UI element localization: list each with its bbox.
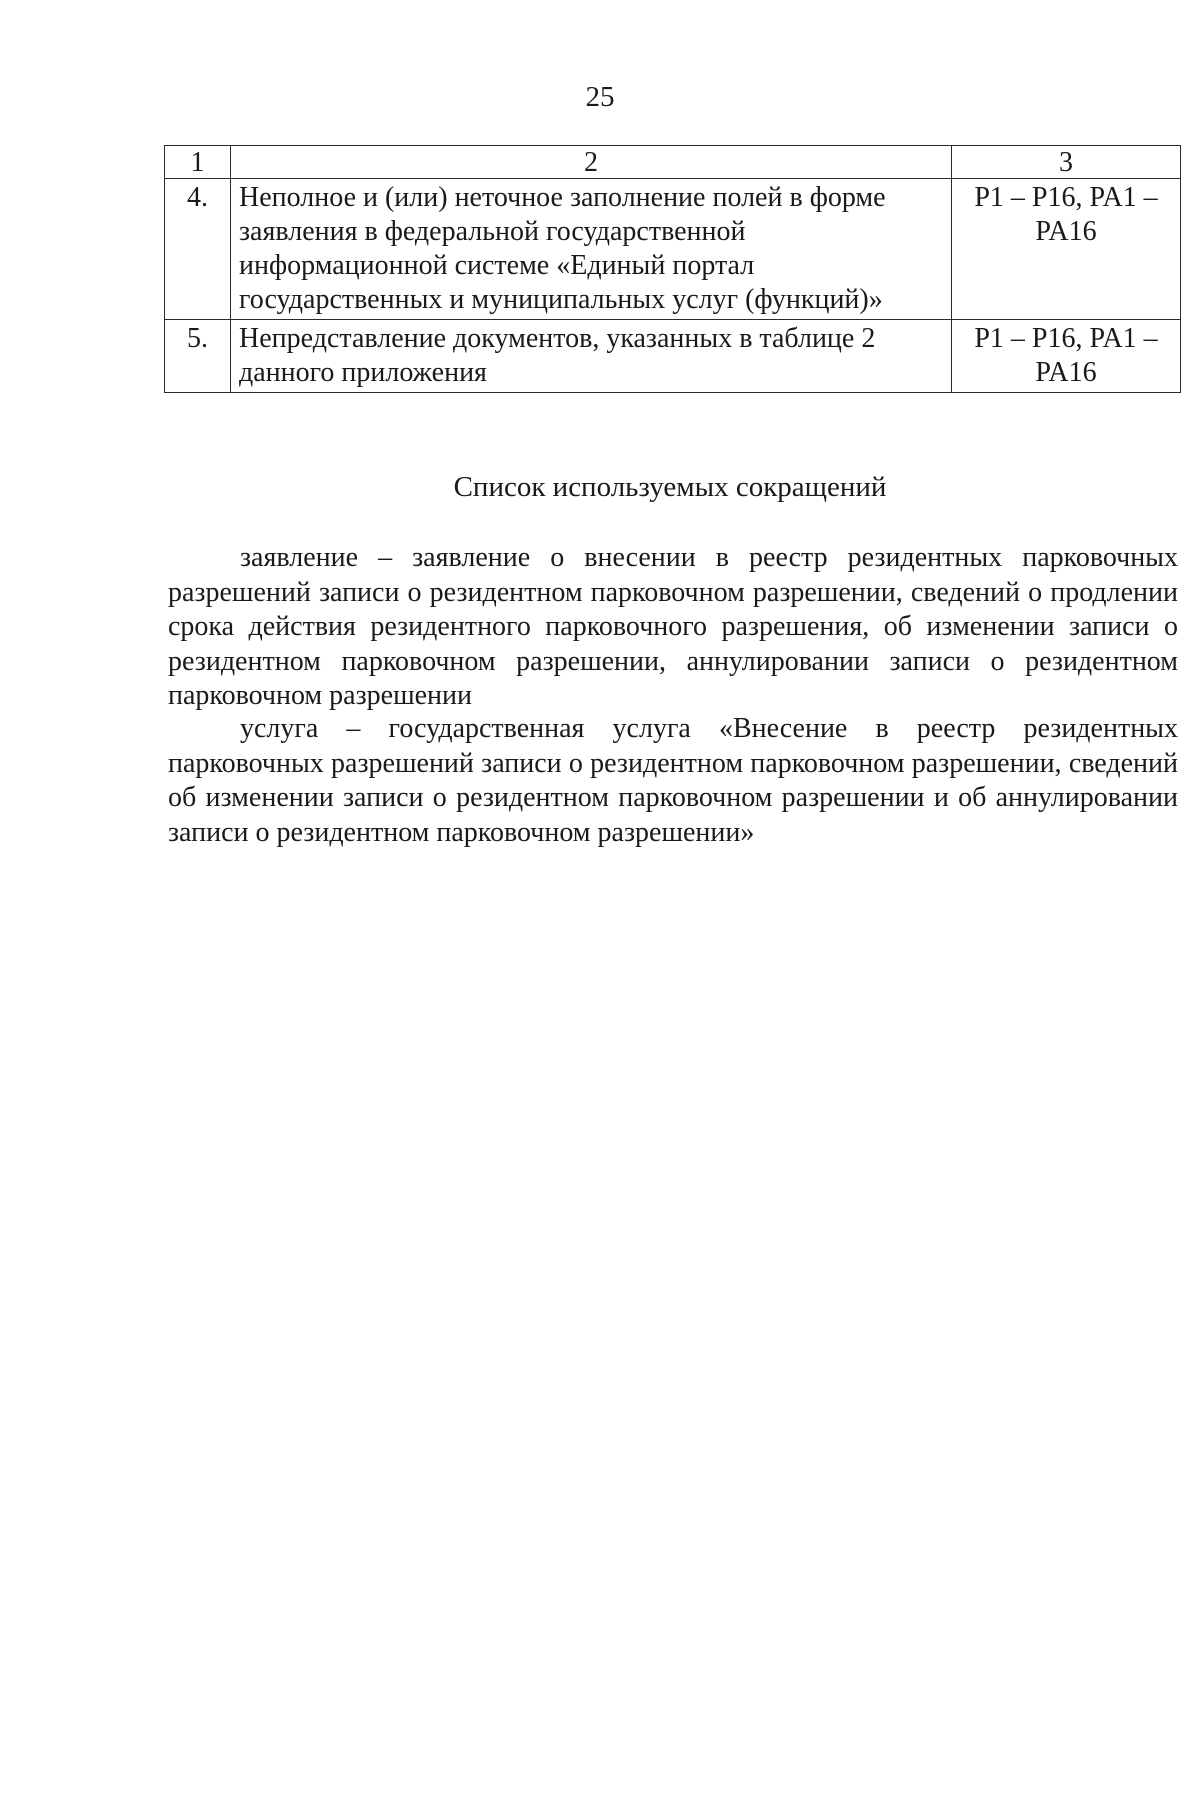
reasons-table xyxy=(164,145,1181,393)
row-codes: P1 – P16, PA1 – PA16 xyxy=(952,179,1181,320)
row-number: 4. xyxy=(165,179,231,320)
row-description: Неполное и (или) неточное заполнение полей в форме заявления в федеральной государственной информационной системе «Единый портал государственных и муниципальных услуг (функций)» xyxy=(231,179,952,320)
table-header-row xyxy=(165,146,1181,179)
table-header-cell: 3 xyxy=(952,146,1181,179)
table-header-cell: 1 xyxy=(165,146,231,179)
row-description: Непредставление документов, указанных в таблице 2 данного приложения xyxy=(231,320,952,393)
page-number: 25 xyxy=(585,81,615,113)
row-codes: P1 – P16, PA1 – PA16 xyxy=(952,320,1181,393)
abbreviation-paragraph: заявление – заявление о внесении в реестр резидентных парковочных разрешений записи о резидентном парковочном разрешении, сведений о продлении срока действия резидентного парковочного разрешения, об изменении записи о резидентном парковочном разрешении, аннулировании записи о резидентном парковочном разрешении xyxy=(168,542,1178,711)
row-number: 5. xyxy=(165,320,231,393)
abbreviation-paragraph: услуга – государственная услуга «Внесение в реестр резидентных парковочных разрешений записи о резидентном парковочном разрешении, сведений об изменении записи о резидентном парковочном разрешении и об аннулировании записи о резидентном парковочном разрешении» xyxy=(168,713,1178,848)
table-row xyxy=(165,320,1181,393)
section-title: Список используемых сокращений xyxy=(453,471,887,503)
table-header-cell: 2 xyxy=(231,146,952,179)
table-row xyxy=(165,179,1181,320)
